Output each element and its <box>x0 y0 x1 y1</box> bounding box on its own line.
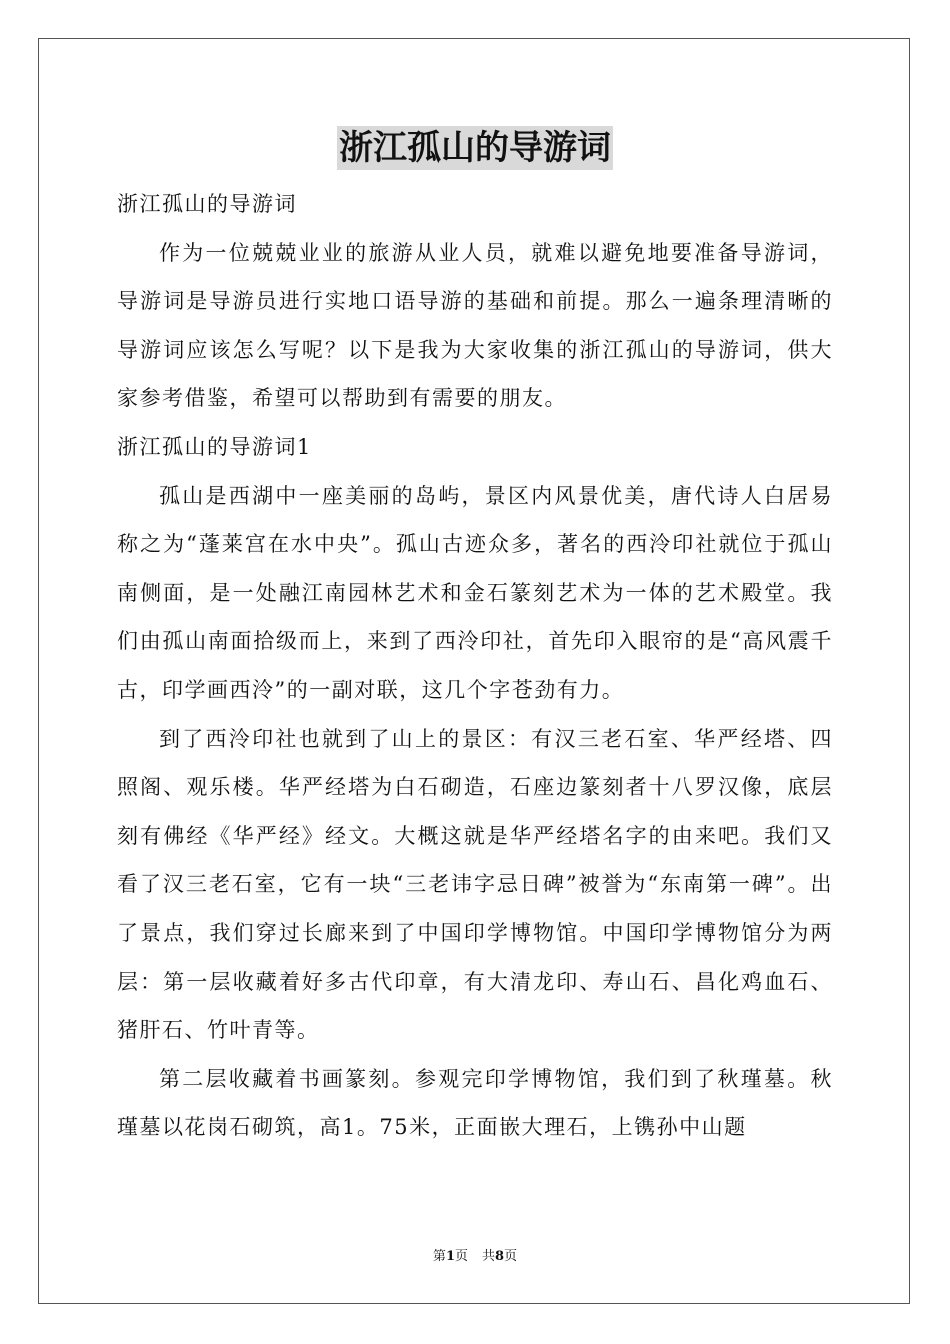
body-paragraph-1: 孤山是西湖中一座美丽的岛屿，景区内风景优美，唐代诗人白居易称之为“蓬莱宫在水中央”。孤山古迹众多，著名的西泠印社就位于孤山南侧面，是一处融江南园林艺术和金石篆刻艺术为一体的艺术殿堂。我们由孤山南面拾级而上，来到了西泠印社，首先印入眼帘的是“高风震千古，印学画西泠”的一副对联，这几个字苍劲有力。 <box>117 483 833 702</box>
total-suffix: 页 <box>504 1249 518 1264</box>
page-suffix: 页 <box>454 1249 468 1264</box>
intro-paragraph: 作为一位兢兢业业的旅游从业人员，就难以避免地要准备导游词，导游词是导游员进行实地口语导游的基础和前提。那么一遍条理清晰的导游词应该怎么写呢？以下是我为大家收集的浙江孤山的导游词，供大家参考借鉴，希望可以帮助到有需要的朋友。 <box>117 240 833 411</box>
document-subtitle: 浙江孤山的导游词 <box>117 192 297 216</box>
body-paragraph-2: 到了西泠印社也就到了山上的景区：有汉三老石室、华严经塔、四照阁、观乐楼。华严经塔为白石砌造，石座边篆刻者十八罗汉像，底层刻有佛经《华严经》经文。大概这就是华严经塔名字的由来吧。我们又看了汉三老石室，它有一块“三老讳字忌日碑”被誉为“东南第一碑”。出了景点，我们穿过长廊来到了中国印学博物馆。中国印学博物馆分为两层：第一层收藏着好多古代印章，有大清龙印、寿山石、昌化鸡血石、猪肝石、竹叶青等。 <box>117 726 833 1043</box>
document-body <box>117 180 833 1152</box>
document-title <box>0 126 950 170</box>
document-title-text: 浙江孤山的导游词 <box>339 128 611 168</box>
total-prefix: 共 <box>482 1249 496 1264</box>
page-number: 1 <box>445 1249 455 1264</box>
section-heading: 浙江孤山的导游词1 <box>117 434 312 459</box>
total-pages: 8 <box>495 1249 505 1264</box>
page-footer <box>0 1245 950 1264</box>
page-prefix: 第 <box>432 1249 446 1264</box>
body-paragraph-3: 第二层收藏着书画篆刻。参观完印学博物馆，我们到了秋瑾墓。秋瑾墓以花岗石砌筑，高1。75米，正面嵌大理石，上镌孙中山题 <box>117 1066 833 1140</box>
